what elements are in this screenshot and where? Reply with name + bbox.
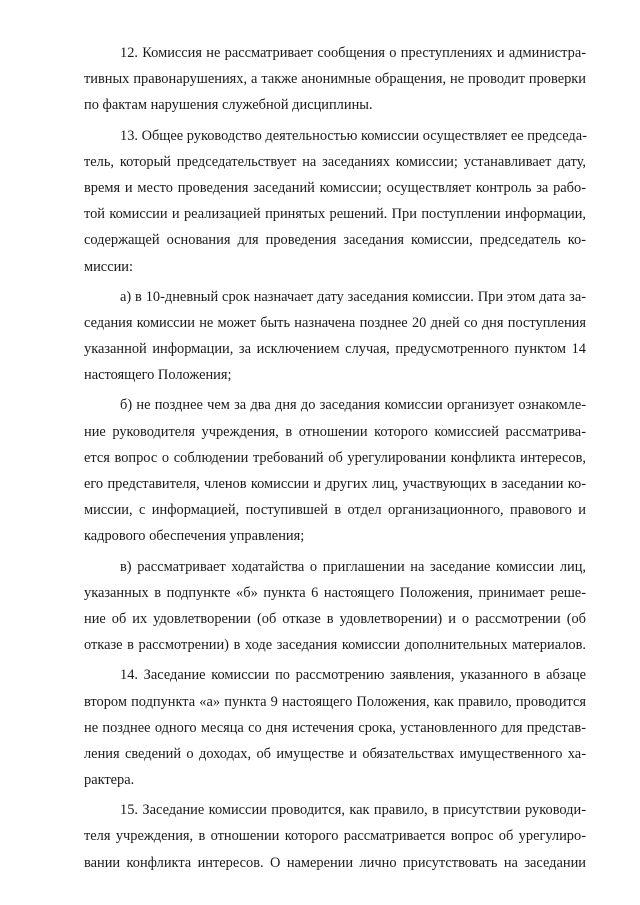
text-line: 13. Общее руководство деятельностью комиссии осуществляет ее председа- xyxy=(120,127,587,144)
text-line: настоящего Положения; xyxy=(84,367,232,384)
text-line: ние руководителя учреждения, в отношении которого комиссией рассматрива- xyxy=(84,423,586,440)
text-line: рактера. xyxy=(84,772,135,789)
text-line: а) в 10-дневный срок назначает дату заседания комиссии. При этом дата за- xyxy=(120,288,586,305)
text-line: тивных правонарушениях, а также анонимные обращения, не проводит проверки xyxy=(84,71,586,88)
text-line: седания комиссии не может быть назначена позднее 20 дней со дня поступления xyxy=(84,314,586,331)
text-line: 15. Заседание комиссии проводится, как правило, в присутствии руководи- xyxy=(120,802,586,819)
text-line: ние об их удовлетворении (об отказе в удовлетворении) и о рассмотрении (об xyxy=(84,610,586,627)
text-line: 14. Заседание комиссии по рассмотрению заявления, указанного в абзаце xyxy=(120,667,586,684)
text-line: указанных в подпункте «б» пункта 6 настоящего Положения, принимает реше- xyxy=(84,584,586,601)
text-line: 12. Комиссия не рассматривает сообщения о преступлениях и администра- xyxy=(120,45,586,61)
paragraph-15 xyxy=(84,797,586,876)
paragraph-14 xyxy=(84,662,586,793)
text-line: его представителя, членов комиссии и других лиц, участвующих в заседании ко- xyxy=(84,476,586,492)
text-line: не позднее одного месяца со дня истечения срока, установленного для представ- xyxy=(84,719,586,736)
text-line: теля учреждения, в отношении которого рассматривается вопрос об урегулиро- xyxy=(84,828,586,845)
text-line: отказе в рассмотрении) в ходе заседания комиссии дополнительных материалов. xyxy=(84,637,586,654)
text-line: б) не позднее чем за два дня до заседания комиссии организует ознакомле- xyxy=(120,397,586,414)
text-line: ется вопрос о соблюдении требований об урегулировании конфликта интересов, xyxy=(84,449,586,466)
paragraph-13a xyxy=(84,284,586,389)
paragraph-13b xyxy=(84,392,586,549)
text-line: время и место проведения заседаний комиссии; осуществляет контроль за рабо- xyxy=(84,179,586,196)
text-line: вании конфликта интересов. О намерении лично присутствовать на заседании xyxy=(84,854,586,871)
text-line: кадрового обеспечения управления; xyxy=(84,528,305,545)
paragraph-13 xyxy=(84,123,586,280)
text-line: той комиссии и реализацией принятых решений. При поступлении информации, xyxy=(84,206,586,223)
text-line: тель, который председательствует на заседаниях комиссии; устанавливает дату, xyxy=(84,153,586,170)
document-body xyxy=(84,40,586,880)
text-line: указанной информации, за исключением случая, предусмотренного пунктом 14 xyxy=(84,341,586,358)
text-line: миссии, с информацией, поступившей в отдел организационного, правового и xyxy=(84,502,586,519)
paragraph-12 xyxy=(84,40,586,119)
text-line: миссии: xyxy=(84,258,133,275)
text-line: по фактам нарушения служебной дисциплины. xyxy=(84,97,373,114)
text-line: содержащей основания для проведения заседания комиссии, председатель ко- xyxy=(84,232,586,249)
paragraph-13v xyxy=(84,554,586,659)
text-line: ления сведений о доходах, об имуществе и обязательствах имущественного ха- xyxy=(84,745,586,762)
text-line: в) рассматривает ходатайства о приглашении на заседание комиссии лиц, xyxy=(120,558,586,575)
text-line: втором подпункта «а» пункта 9 настоящего Положения, как правило, проводится xyxy=(84,693,586,710)
